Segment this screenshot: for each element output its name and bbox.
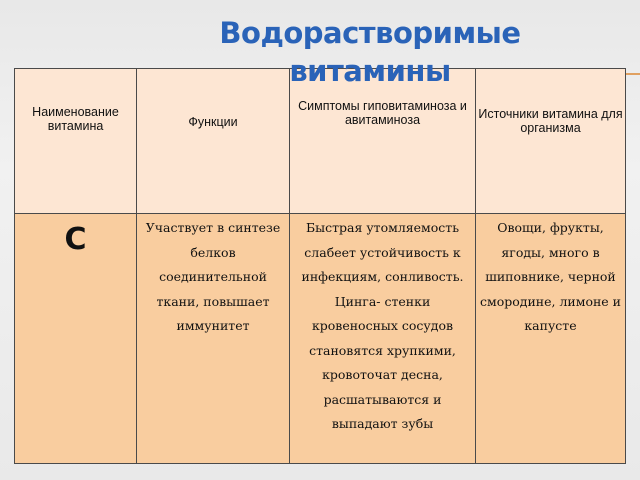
header-functions: Функции bbox=[137, 69, 290, 214]
table-header-row bbox=[15, 69, 626, 214]
symptoms-cell: Быстрая утомляемость слабеет устойчивость к инфекциям, сонливость. Цинга- стенки кровеносных сосудов становятся хрупкими, кровоточат десна, расшатываются и выпадают зубы bbox=[290, 214, 476, 464]
table-row bbox=[15, 214, 626, 464]
header-sources: Источники витамина для организма bbox=[476, 69, 626, 214]
header-name: Наименование витамина bbox=[15, 69, 137, 214]
header-symptoms: Симптомы гиповитаминоза и авитаминоза bbox=[290, 69, 476, 214]
sources-cell: Овощи, фрукты, ягоды, много в шиповнике, черной смородине, лимоне и капусте bbox=[476, 214, 626, 464]
slide-title: Водорастворимые витамины bbox=[219, 16, 521, 88]
vitamin-name: С bbox=[15, 214, 137, 464]
functions-cell: Участвует в синтезе белков соединительной ткани, повышает иммунитет bbox=[137, 214, 290, 464]
vitamin-table bbox=[14, 68, 626, 464]
